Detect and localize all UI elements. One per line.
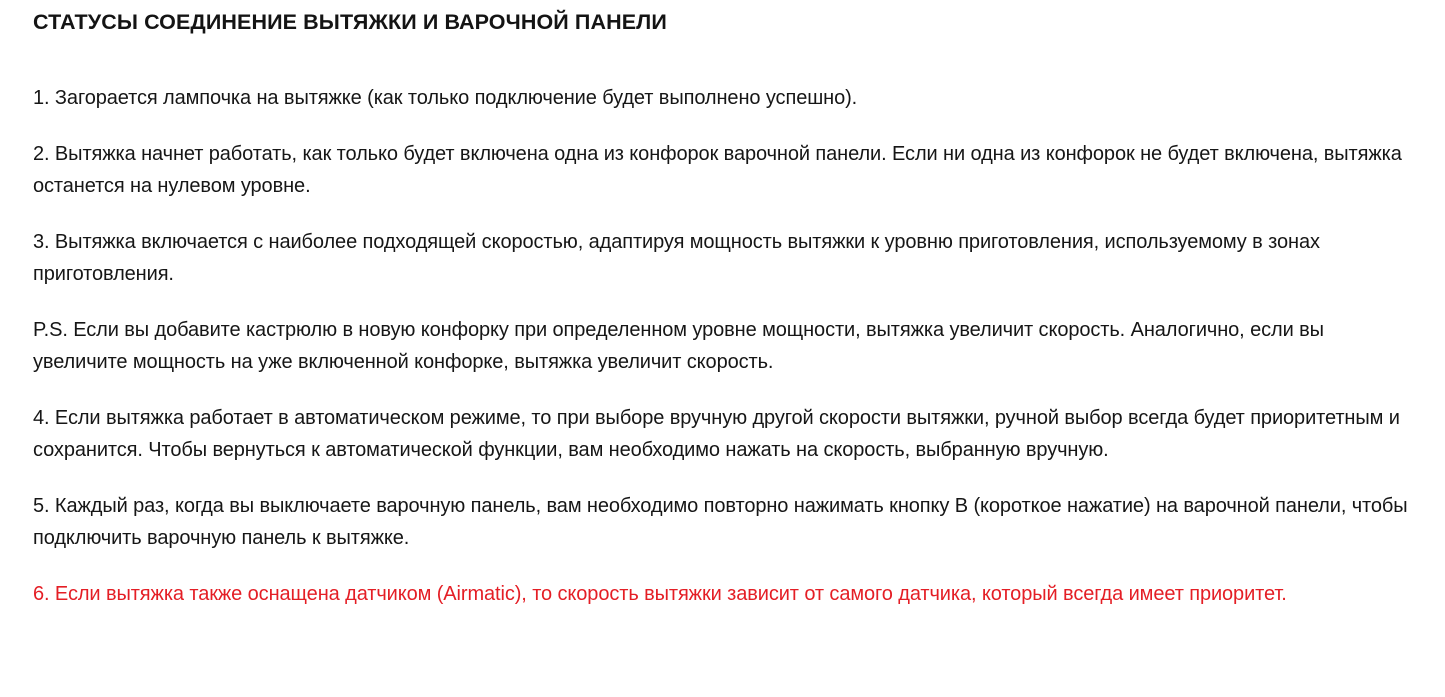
paragraph-6-warning: 6. Если вытяжка также оснащена датчиком (Airmatic), то скорость вытяжки зависит от самого датчика, который всегда имеет приоритет. — [33, 583, 1287, 605]
paragraph-5: 5. Каждый раз, когда вы выключаете варочную панель, вам необходимо повторно нажимать кнопку B (короткое нажатие) на варочной панели, чтобы подключить варочную панель к вытяжке. — [33, 495, 1408, 549]
page-title: СТАТУСЫ СОЕДИНЕНИЕ ВЫТЯЖКИ И ВАРОЧНОЙ ПАНЕЛИ — [33, 10, 667, 34]
paragraph-2: 2. Вытяжка начнет работать, как только будет включена одна из конфорок варочной панели. Если ни одна из конфорок не будет включена, вытяжка останется на нулевом уровне. — [33, 143, 1402, 197]
paragraph-3: 3. Вытяжка включается с наиболее подходящей скоростью, адаптируя мощность вытяжки к уровню приготовления, используемому в зонах приготовления. — [33, 231, 1320, 285]
paragraph-1: 1. Загорается лампочка на вытяжке (как только подключение будет выполнено успешно). — [33, 87, 858, 109]
paragraph-ps-note: P.S. Если вы добавите кастрюлю в новую конфорку при определенном уровне мощности, вытяжка увеличит скорость. Аналогично, если вы увеличите мощность на уже включенной конфорке, вытяжка увеличит скорость. — [33, 319, 1324, 373]
paragraph-4: 4. Если вытяжка работает в автоматическом режиме, то при выборе вручную другой скорости вытяжки, ручной выбор всегда будет приоритетным и сохранится. Чтобы вернуться к автоматической функции, вам необходимо нажать на скорость, выбранную вручную. — [33, 407, 1400, 461]
